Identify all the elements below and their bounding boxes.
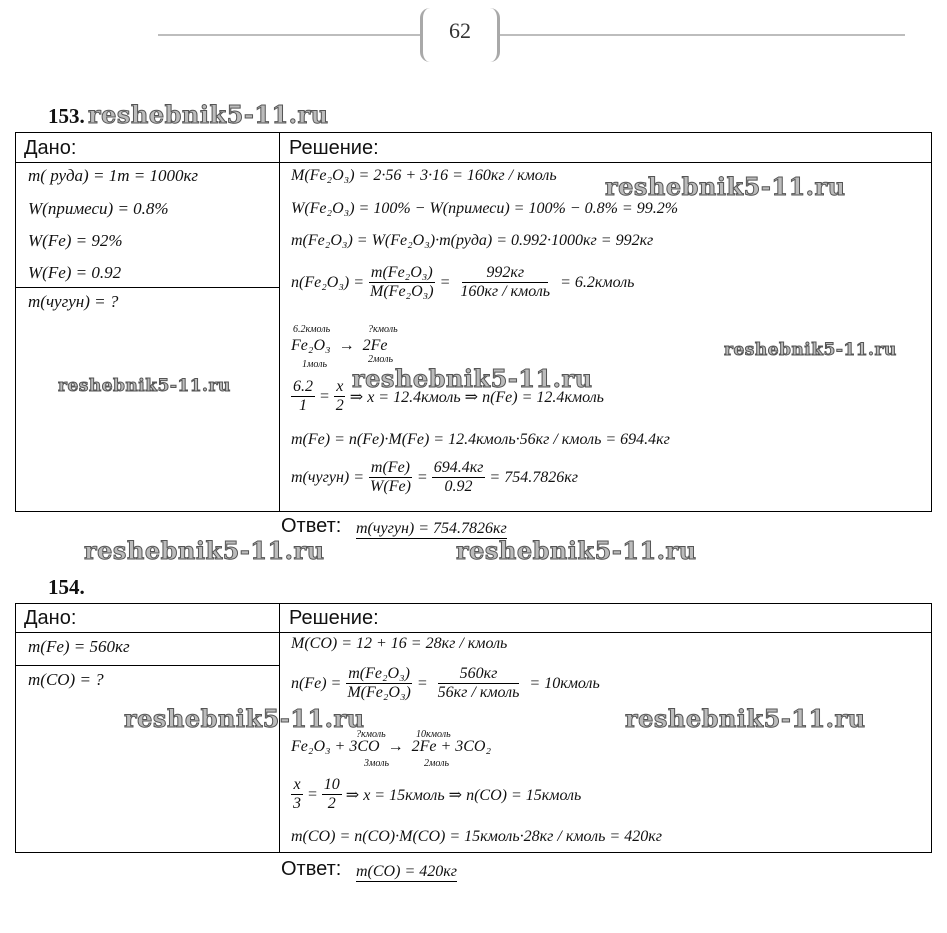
given-line: W(Fe) = 92% [28, 231, 123, 250]
numerator: 10 [323, 776, 340, 793]
proportion-result: ⇒ x = 15кмоль ⇒ n(CO) = 15кмоль [345, 786, 582, 804]
equation-bottom-label: 2моль [424, 758, 450, 769]
watermark: reshebnik5-11.ru [88, 100, 329, 129]
numerator: m(Fe₂O₃) [370, 264, 433, 281]
fraction [334, 378, 346, 415]
formula-lhs: n(Fe) = [291, 674, 342, 692]
equals-sign: = [416, 468, 428, 486]
answer-label: Ответ: [281, 858, 342, 880]
formula-result: = 6.2кмоль [560, 273, 635, 291]
problem-153-number: 153. [48, 104, 85, 128]
numerator: x [293, 776, 301, 793]
numerator: m(Fe₂O₃) [348, 665, 410, 682]
find-line: m(CO) = ? [28, 670, 104, 689]
given-header: Дано: [24, 137, 77, 159]
watermark: reshebnik5-11.ru [605, 172, 846, 201]
denominator: 56кг / кмоль [437, 684, 520, 701]
denominator: W(Fe) [370, 478, 411, 495]
denominator: M(Fe₂O₃) [370, 283, 434, 300]
fraction [291, 776, 303, 813]
page-number: 62 [449, 18, 471, 43]
solution-line: W(Fe₂O₃) = 100% − W(примеси) = 100% − 0.8% = 99.2% [291, 200, 679, 217]
given-line: m( руда) = 1т = 1000кг [28, 166, 199, 185]
fraction [368, 459, 413, 496]
proportion-line [291, 378, 604, 415]
given-line: W(Fe) = 0.92 [28, 263, 122, 282]
numerator: 6.2 [293, 378, 313, 395]
solution-fraction-line [291, 459, 578, 496]
answer-value: m(чугун) = 754.7826кг [356, 520, 507, 537]
equals-sign: = [307, 785, 318, 803]
equation-top-label: 6.2кмоль [293, 324, 331, 335]
numerator: 992кг [462, 264, 548, 283]
equals-sign: = [416, 674, 428, 692]
header-rule-right [500, 34, 905, 36]
given-line: W(примеси) = 0.8% [28, 199, 169, 218]
numerator: 694.4кг [433, 459, 484, 476]
table-divider [279, 132, 280, 512]
solution-line: m(Fe) = n(Fe)·M(Fe) = 12.4кмоль·56кг / кмоль = 694.4кг [291, 431, 670, 448]
equation-top-label: 10кмоль [416, 729, 451, 740]
formula-lhs: n(Fe₂O₃) = [291, 273, 365, 291]
arrow: → [387, 738, 404, 755]
equals-sign: = [319, 387, 330, 405]
watermark: reshebnik5-11.ru [58, 376, 231, 396]
denominator: 3 [293, 795, 301, 812]
given-line: m(Fe) = 560кг [28, 637, 130, 656]
table-header-rule [15, 162, 932, 163]
numerator: 560кг [438, 665, 520, 684]
numerator: x [336, 378, 344, 395]
solution-line: M(CO) = 12 + 16 = 28кг / кмоль [291, 635, 508, 652]
watermark: reshebnik5-11.ru [456, 536, 697, 565]
equation-bottom-label: 3моль [364, 758, 390, 769]
denominator: 2 [335, 397, 344, 414]
table-header-rule [15, 632, 932, 633]
problem-154-number: 154. [48, 575, 85, 599]
fraction [322, 776, 342, 813]
fraction [345, 665, 413, 702]
reaction-equation [291, 738, 491, 756]
solution-line: m(Fe₂O₃) = W(Fe₂O₃)·m(руда) = 0.992·1000кг = 992кг [291, 232, 654, 249]
fraction [432, 459, 486, 496]
watermark: reshebnik5-11.ru [352, 364, 593, 393]
denominator: 1 [299, 397, 307, 414]
product: 2Fe [362, 337, 388, 354]
fraction [368, 264, 436, 301]
solution-header: Решение: [289, 607, 379, 629]
denominator: 0.92 [444, 478, 473, 495]
fraction [291, 378, 315, 415]
equation-bottom-label: 2моль [368, 354, 394, 365]
equation-top-label: ?кмоль [368, 324, 398, 335]
answer-label: Ответ: [281, 515, 342, 537]
proportion-line [291, 776, 581, 813]
reaction-equation [291, 337, 387, 355]
formula-result: = 754.7826кг [489, 468, 578, 486]
watermark: reshebnik5-11.ru [724, 340, 897, 360]
reactant: Fe₂O₃ + 3CO [291, 738, 380, 755]
denominator: M(Fe₂O₃) [347, 684, 411, 701]
fraction [436, 665, 522, 702]
numerator: m(Fe) [370, 459, 410, 476]
given-header: Дано: [24, 607, 77, 629]
solution-fraction-line [291, 665, 600, 702]
equals-sign: = [439, 273, 451, 291]
solution-header: Решение: [289, 137, 379, 159]
solution-fraction-line [291, 264, 634, 301]
watermark: reshebnik5-11.ru [84, 536, 325, 565]
header-rule-left [158, 34, 420, 36]
denominator: 2 [327, 795, 336, 812]
given-find-rule [15, 665, 279, 666]
arrow: → [338, 337, 355, 354]
denominator: 160кг / кмоль [460, 283, 551, 300]
answer-value: m(CO) = 420кг [356, 863, 457, 880]
formula-lhs: m(чугун) = [291, 468, 365, 486]
fraction [458, 264, 552, 301]
reactant: Fe₂O₃ [291, 337, 331, 354]
solution-line: m(CO) = n(CO)·M(CO) = 15кмоль·28кг / кмоль = 420кг [291, 828, 662, 845]
proportion-result: ⇒ x = 12.4кмоль ⇒ n(Fe) = 12.4кмоль [349, 388, 604, 406]
solution-line: M(Fe₂O₃) = 2·56 + 3·16 = 160кг / кмоль [291, 167, 557, 184]
product: 2Fe + 3CO₂ [411, 738, 492, 755]
formula-result: = 10кмоль [529, 674, 600, 692]
watermark: reshebnik5-11.ru [124, 704, 365, 733]
given-find-rule [15, 287, 279, 288]
equation-bottom-label: 1моль [302, 359, 328, 370]
watermark: reshebnik5-11.ru [625, 704, 866, 733]
find-line: m(чугун) = ? [28, 292, 119, 311]
equation-top-label: ?кмоль [356, 729, 386, 740]
